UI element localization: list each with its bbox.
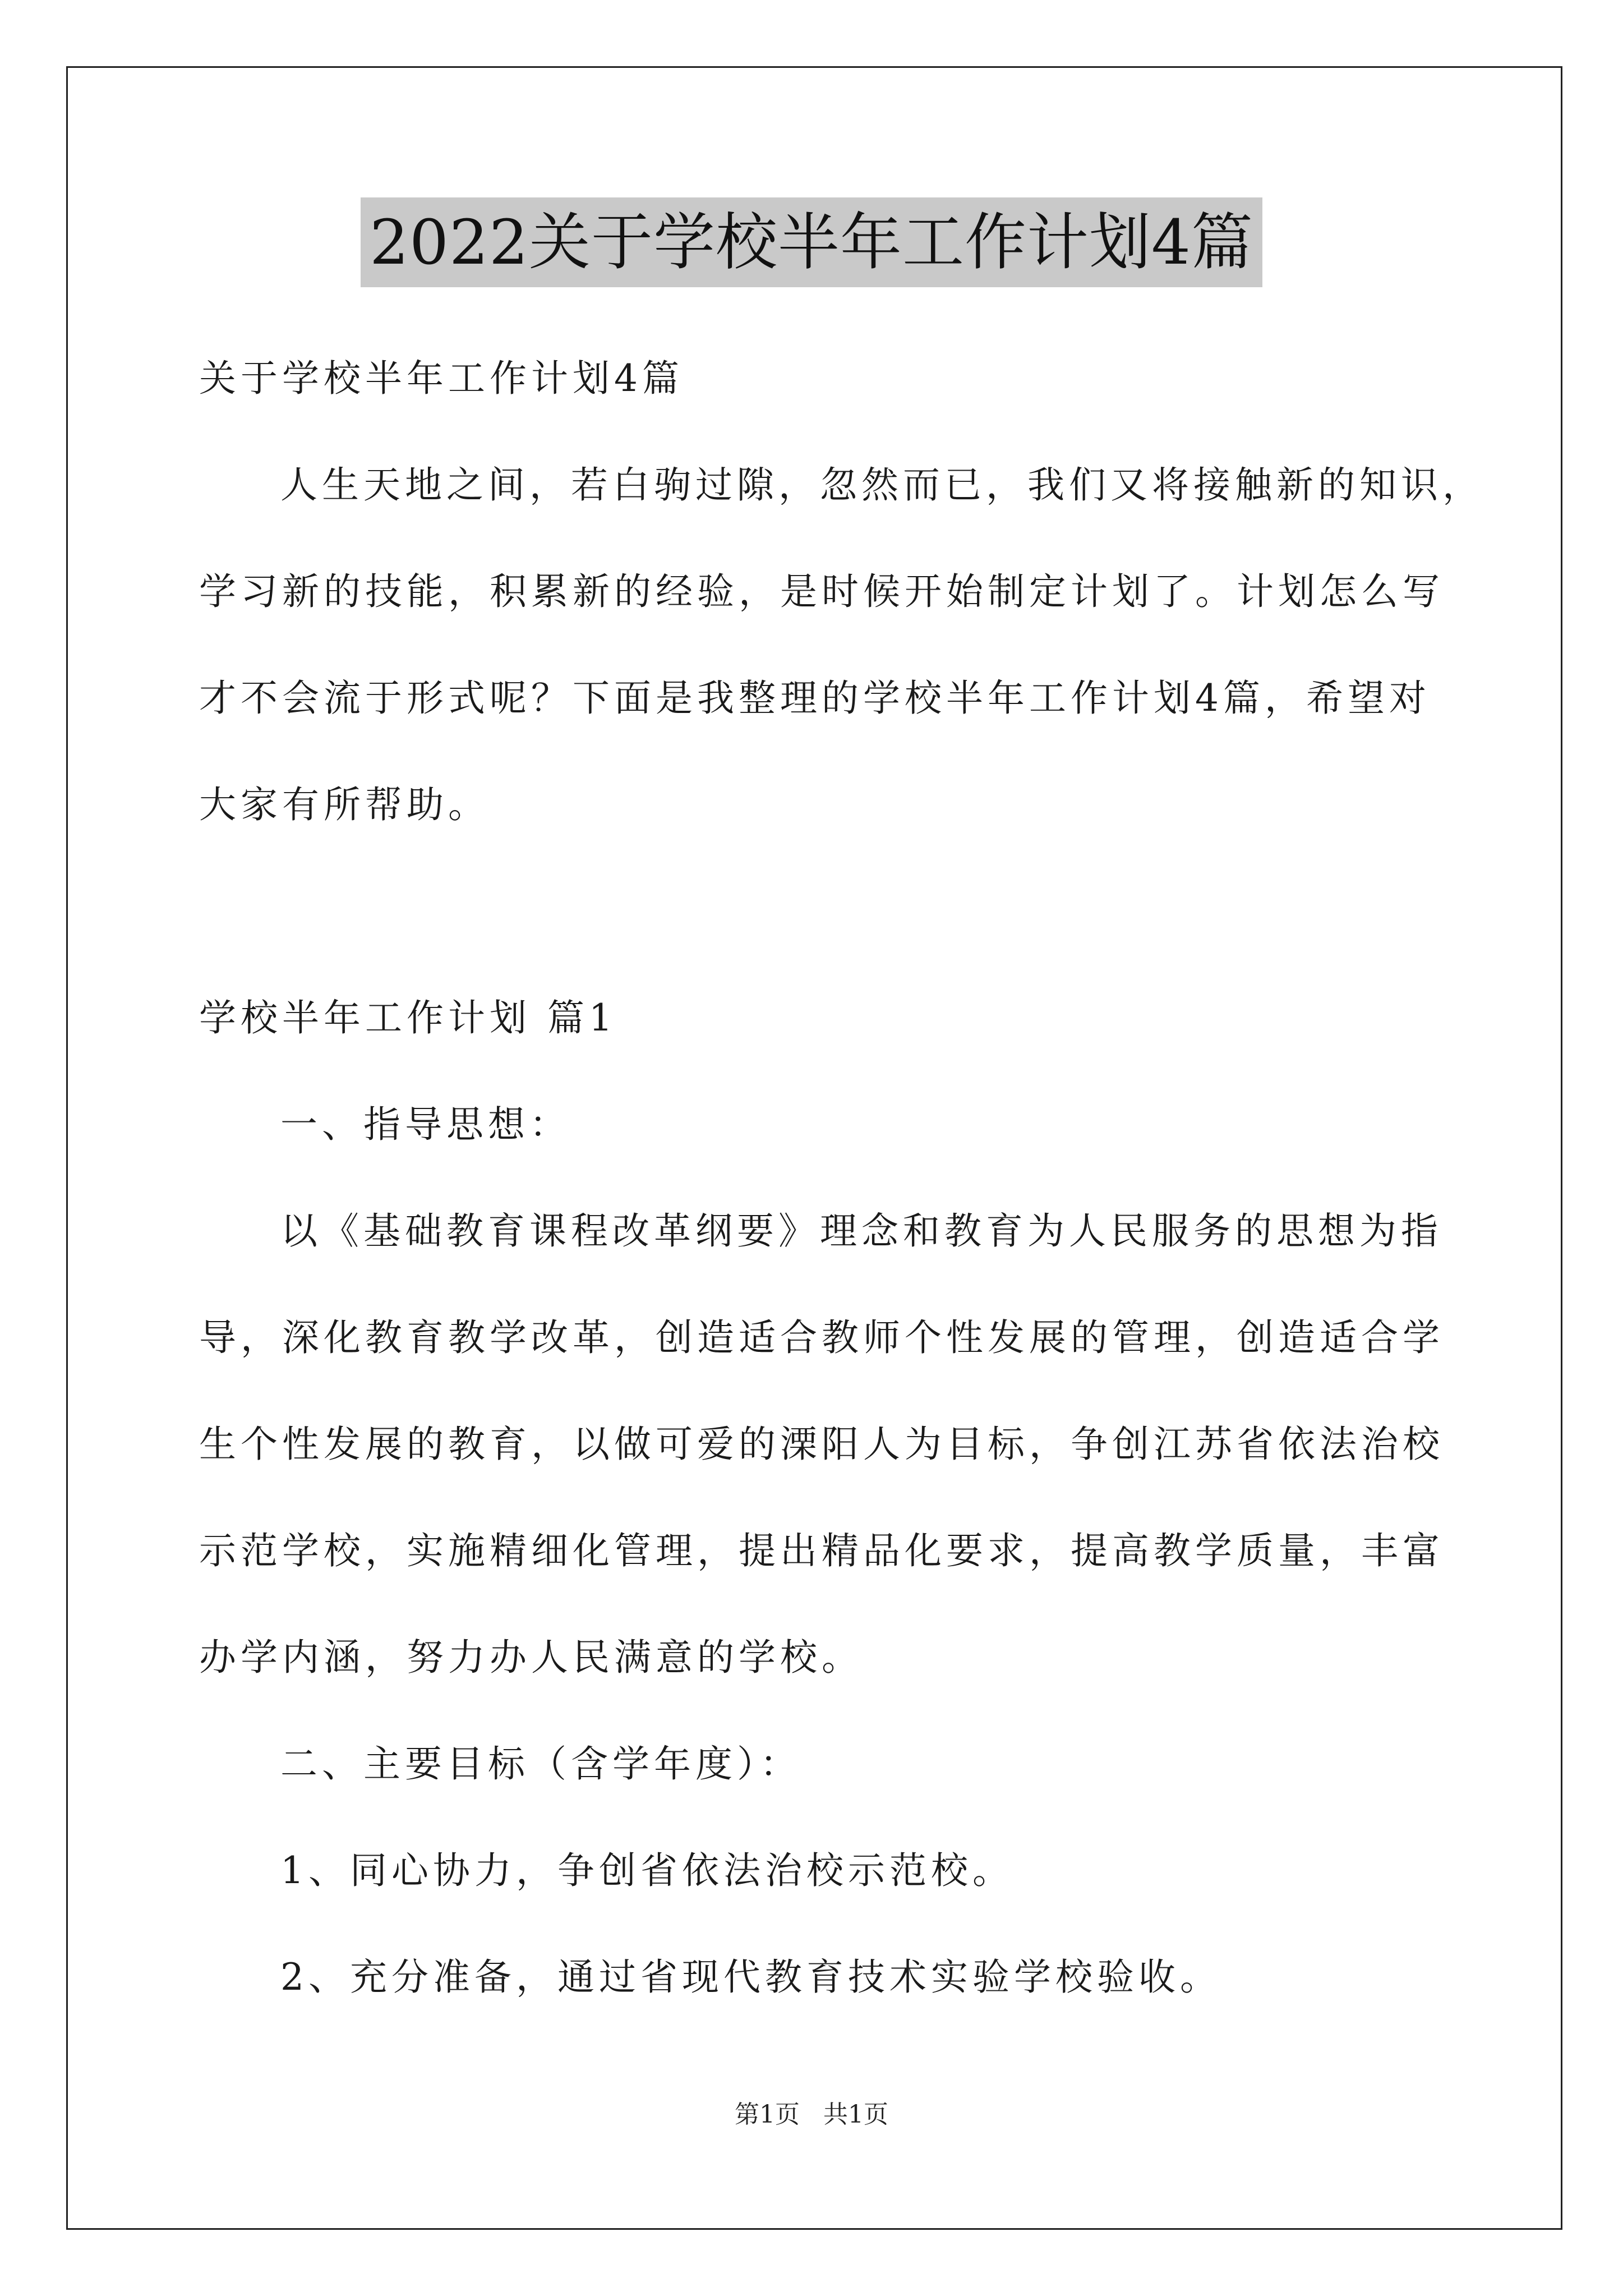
intro-line-2: 学习新的技能，积累新的经验，是时候开始制定计划了。计划怎么写 (199, 570, 1444, 613)
goal-item-1: 1、同心协力，争创省依法治校示范校。 (280, 1849, 1014, 1892)
goals-heading: 二、主要目标（含学年度）： (280, 1742, 801, 1786)
guiding-line-2: 导，深化教育教学改革，创造适合教师个性发展的管理，创造适合学 (199, 1316, 1444, 1359)
page-footer: 第1页 共1页 (735, 2100, 888, 2129)
intro-line-3: 才不会流于形式呢？下面是我整理的学校半年工作计划4篇，希望对 (199, 677, 1431, 720)
document-title: 2022关于学校半年工作计划4篇 (361, 197, 1262, 287)
goal-item-2: 2、充分准备，通过省现代教育技术实验学校验收。 (280, 1955, 1221, 1999)
title-container (0, 197, 1623, 287)
intro-line-1: 人生天地之间，若白驹过隙，忽然而已，我们又将接触新的知识， (280, 463, 1484, 507)
document-subtitle: 关于学校半年工作计划4篇 (199, 357, 684, 400)
guiding-line-1: 以《基础教育课程改革纲要》理念和教育为人民服务的思想为指 (280, 1209, 1442, 1253)
section-heading: 学校半年工作计划 篇1 (199, 996, 617, 1039)
guiding-line-4: 示范学校，实施精细化管理，提出精品化要求，提高教学质量，丰富 (199, 1529, 1444, 1572)
guiding-line-5: 办学内涵，努力办人民满意的学校。 (199, 1636, 863, 1679)
guiding-line-3: 生个性发展的教育，以做可爱的溧阳人为目标，争创江苏省依法治校 (199, 1423, 1444, 1466)
intro-line-4: 大家有所帮助。 (199, 783, 490, 826)
guiding-heading: 一、指导思想： (280, 1103, 571, 1146)
